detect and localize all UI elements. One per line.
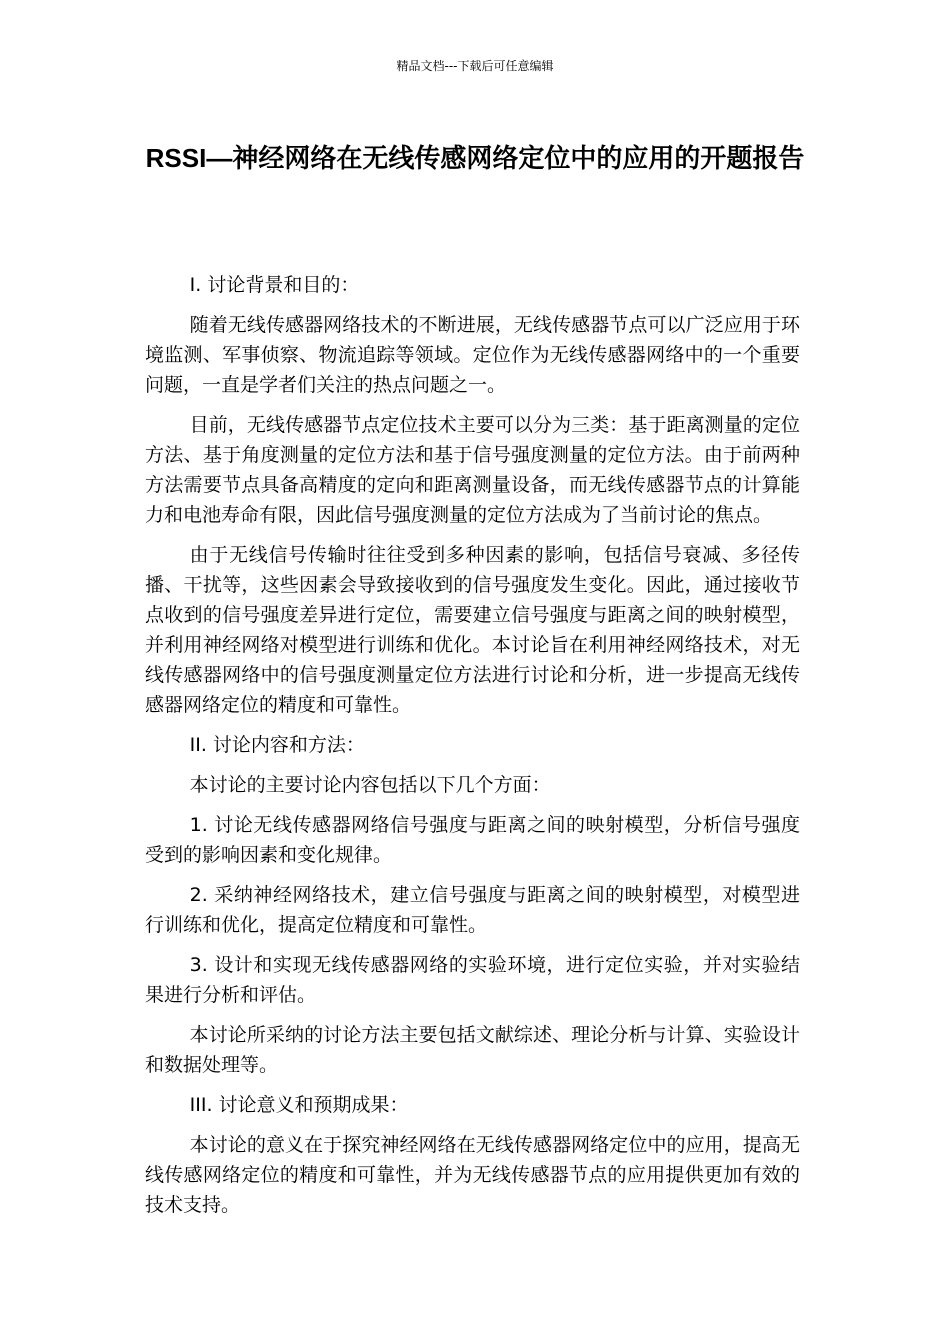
body-paragraph: 本讨论的意义在于探究神经网络在无线传感器网络定位中的应用，提高无线传感网络定位的精度和可靠性，并为无线传感器节点的应用提供更加有效的技术支持。 [145,1134,800,1216]
body-paragraph: 随着无线传感器网络技术的不断进展，无线传感器节点可以广泛应用于环境监测、军事侦察、物流追踪等领域。定位作为无线传感器网络中的一个重要问题，一直是学者们关注的热点问题之一。 [145,314,800,396]
body-paragraph: 本讨论所采纳的讨论方法主要包括文献综述、理论分析与计算、实验设计和数据处理等。 [145,1024,800,1076]
body-paragraph: 目前，无线传感器节点定位技术主要可以分为三类：基于距离测量的定位方法、基于角度测量的定位方法和基于信号强度测量的定位方法。由于前两种方法需要节点具备高精度的定向和距离测量设备，而无线传感器节点的计算能力和电池寿命有限，因此信号强度测量的定位方法成为了当前讨论的焦点。 [145,414,800,526]
section-heading-significance: III. 讨论意义和预期成果： [189,1094,409,1116]
list-item: 1. 讨论无线传感器网络信号强度与距离之间的映射模型，分析信号强度受到的影响因素和变化规律。 [145,814,800,866]
body-paragraph: 由于无线信号传输时往往受到多种因素的影响，包括信号衰减、多径传播、干扰等，这些因素会导致接收到的信号强度发生变化。因此，通过接收节点收到的信号强度差异进行定位，需要建立信号强度与距离之间的映射模型，并利用神经网络对模型进行训练和优化。本讨论旨在利用神经网络技术，对无线传感器网络中的信号强度测量定位方法进行讨论和分析，进一步提高无线传感器网络定位的精度和可靠性。 [145,544,800,716]
section-heading-content-method: II. 讨论内容和方法： [189,734,365,756]
list-item: 2. 采纳神经网络技术，建立信号强度与距离之间的映射模型，对模型进行训练和优化，提高定位精度和可靠性。 [145,884,800,936]
list-item: 3. 设计和实现无线传感器网络的实验环境，进行定位实验，并对实验结果进行分析和评估。 [145,954,800,1006]
document-body [145,270,800,1230]
header-note: 精品文档---下载后可任意编辑 [396,59,554,73]
section-heading-background: I. 讨论背景和目的： [189,274,360,296]
document-title: RSSI—神经网络在无线传感网络定位中的应用的开题报告 [145,143,805,173]
body-paragraph: 本讨论的主要讨论内容包括以下几个方面： [189,774,551,796]
